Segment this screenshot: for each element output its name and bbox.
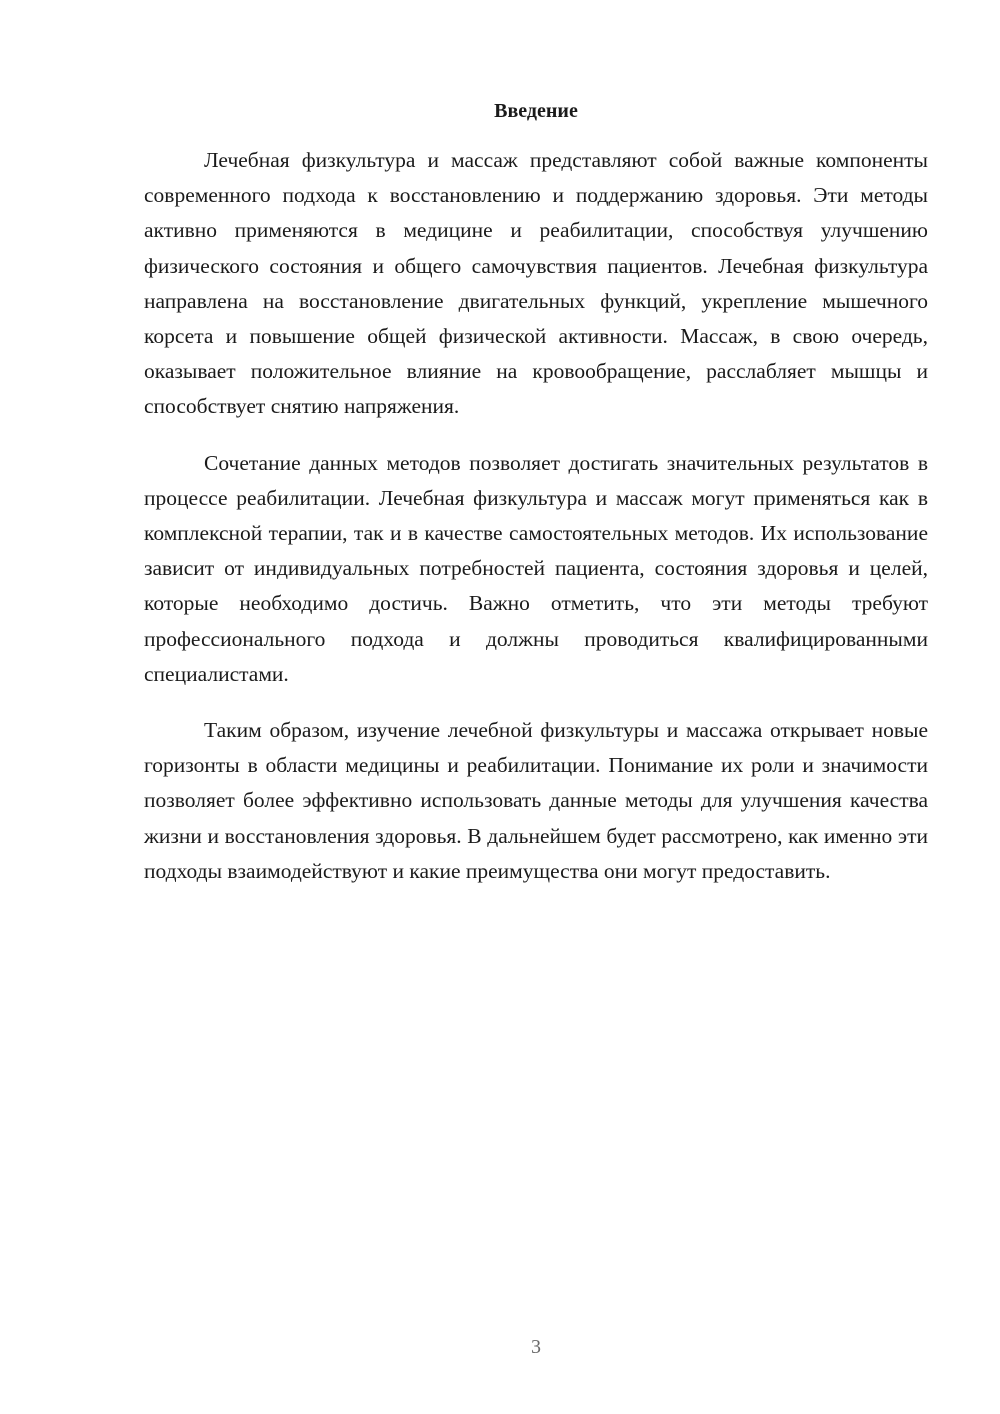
body-text bbox=[144, 143, 928, 910]
page-number: 3 bbox=[531, 1336, 541, 1358]
paragraph-intro: Лечебная физкультура и массаж представляют собой важные компоненты современного подхода к восстановлению и поддержанию здоровья. Эти методы активно применяются в медицине и реабилитации, способствуя улучшению физического состояния и общего самочувствия пациентов. Лечебная физкультура направлена на восстановление двигательных функций, укрепление мышечного корсета и повышение общей физической активности. Массаж, в свою очередь, оказывает положительное влияние на кровообращение, расслабляет мышцы и способствует снятию напряжения. bbox=[144, 148, 928, 419]
paragraph-conclusion: Таким образом, изучение лечебной физкультуры и массажа открывает новые горизонты в области медицины и реабилитации. Понимание их роли и значимости позволяет более эффективно использовать данные методы для улучшения качества жизни и восстановления здоровья. В дальнейшем будет рассмотрено, как именно эти подходы взаимодействуют и какие преимущества они могут предоставить. bbox=[144, 718, 928, 883]
section-heading: Введение bbox=[494, 100, 578, 122]
paragraph-combination: Сочетание данных методов позволяет достигать значительных результатов в процессе реабилитации. Лечебная физкультура и массаж могут применяться как в комплексной терапии, так и в качестве самостоятельных методов. Их использование зависит от индивидуальных потребностей пациента, состояния здоровья и целей, которые необходимо достичь. Важно отметить, что эти методы требуют профессионального подхода и должны проводиться квалифицированными специалистами. bbox=[144, 450, 928, 686]
